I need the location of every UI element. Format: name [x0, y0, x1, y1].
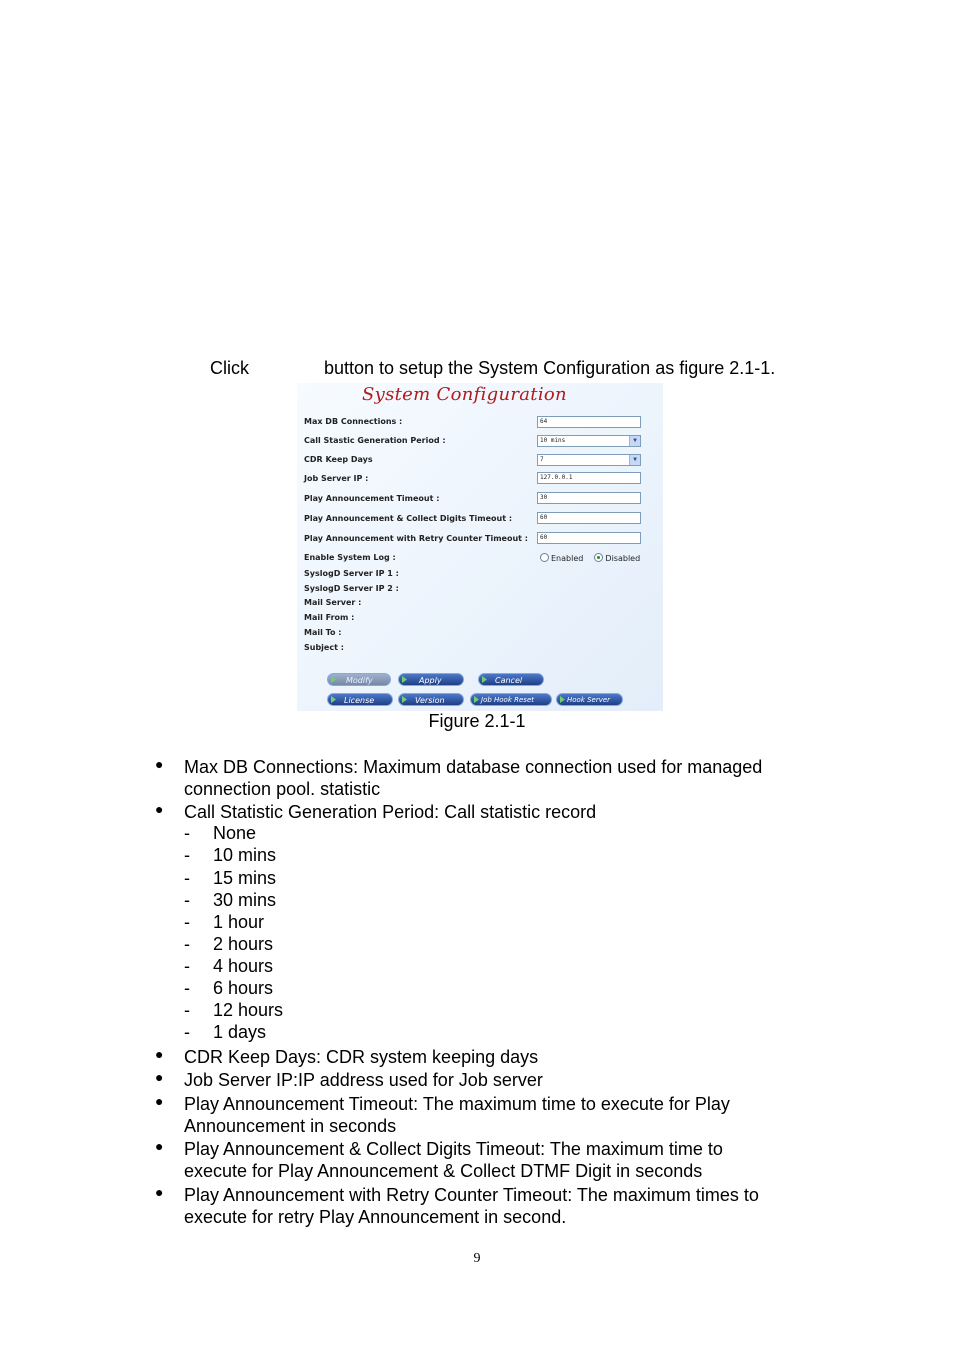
- system-log-radio-group: [540, 553, 640, 563]
- field-label-cdr-days: CDR Keep Days: [304, 455, 373, 464]
- bullet-icon: ●: [155, 1093, 164, 1109]
- period-option: 1 days: [213, 1022, 267, 1042]
- hook-server-button-label: Hook Server: [567, 696, 611, 704]
- collect-timeout-input[interactable]: 60: [537, 512, 641, 524]
- intro-click-text: Click: [210, 358, 249, 378]
- period-option: 30 mins: [213, 890, 277, 910]
- cdr-days-value: 7: [540, 456, 544, 463]
- field-label-collect-timeout: Play Announcement & Collect Digits Timeout :: [304, 514, 513, 523]
- retry-timeout-input[interactable]: 60: [537, 532, 641, 544]
- hook-server-button[interactable]: [556, 693, 623, 706]
- intro-rest-text: button to setup the System Configuration as figure 2.1-1.: [324, 358, 776, 378]
- field-label-system-log: Enable System Log :: [304, 553, 396, 562]
- radio-disabled-label: Disabled: [605, 554, 641, 563]
- bullet-icon: ●: [155, 1184, 164, 1200]
- apply-button[interactable]: [398, 673, 464, 686]
- radio-enabled[interactable]: [540, 553, 549, 562]
- arrow-icon: [482, 676, 487, 683]
- list-item-line: Play Announcement & Collect Digits Timeout: The maximum time to: [184, 1139, 723, 1159]
- field-label-retry-timeout: Play Announcement with Retry Counter Timeout :: [304, 534, 528, 543]
- max-db-input[interactable]: 64: [537, 416, 641, 428]
- page-number: 9: [473, 1251, 481, 1266]
- bullet-icon: ●: [155, 1138, 164, 1154]
- license-button[interactable]: [327, 693, 393, 706]
- bullet-icon: ●: [155, 1069, 164, 1085]
- cancel-button-label: Cancel: [495, 676, 523, 685]
- field-label-syslog-ip-1: SyslogD Server IP 1 :: [304, 569, 399, 578]
- radio-disabled[interactable]: [594, 553, 603, 562]
- field-label-max-db: Max DB Connections :: [304, 417, 403, 426]
- period-option: 10 mins: [213, 845, 277, 865]
- job-server-ip-input[interactable]: 127.0.0.1: [537, 472, 641, 484]
- list-item-line: Announcement in seconds: [184, 1116, 397, 1136]
- arrow-icon: [474, 696, 479, 703]
- arrow-icon: [402, 696, 407, 703]
- list-item-line: Call Statistic Generation Period: Call statistic record: [184, 802, 597, 822]
- list-item-line: connection pool. statistic: [184, 779, 381, 799]
- period-option: 6 hours: [213, 978, 274, 998]
- list-item-line: execute for Play Announcement & Collect DTMF Digit in seconds: [184, 1161, 703, 1181]
- field-label-call-period: Call Stastic Generation Period :: [304, 436, 446, 445]
- figure-caption: Figure 2.1-1: [428, 711, 526, 731]
- call-period-select[interactable]: [537, 435, 641, 447]
- modify-button[interactable]: [327, 673, 391, 686]
- bullet-icon: ●: [155, 1046, 164, 1062]
- screenshot-title: System Configuration: [362, 384, 567, 405]
- field-label-mail-to: Mail To :: [304, 628, 342, 637]
- arrow-icon: [331, 676, 336, 683]
- field-label-mail-from: Mail From :: [304, 613, 355, 622]
- field-label-job-server: Job Server IP :: [304, 474, 369, 483]
- period-option: 12 hours: [213, 1000, 284, 1020]
- job-hook-reset-button[interactable]: [470, 693, 552, 706]
- arrow-icon: [331, 696, 336, 703]
- field-label-syslog-ip-2: SyslogD Server IP 2 :: [304, 584, 399, 593]
- arrow-icon: [402, 676, 407, 683]
- call-period-value: 10 mins: [540, 437, 566, 444]
- version-button[interactable]: [398, 693, 464, 706]
- arrow-icon: [560, 696, 565, 703]
- bullet-icon: ●: [155, 756, 164, 772]
- period-option: 15 mins: [213, 868, 277, 888]
- list-item-line: Play Announcement with Retry Counter Timeout: The maximum times to: [184, 1185, 759, 1205]
- chevron-down-icon[interactable]: ▼: [629, 436, 640, 446]
- cancel-button[interactable]: [478, 673, 544, 686]
- list-item-line: Play Announcement Timeout: The maximum time to execute for Play: [184, 1094, 730, 1114]
- play-timeout-input[interactable]: 30: [537, 492, 641, 504]
- bullet-icon: ●: [155, 801, 164, 817]
- period-option: 2 hours: [213, 934, 274, 954]
- radio-enabled-label: Enabled: [551, 554, 584, 563]
- license-button-label: License: [344, 696, 375, 705]
- list-item-line: Job Server IP:IP address used for Job server: [184, 1070, 543, 1090]
- field-label-subject: Subject :: [304, 643, 344, 652]
- version-button-label: Version: [415, 696, 445, 705]
- field-label-play-timeout: Play Announcement Timeout :: [304, 494, 440, 503]
- apply-button-label: Apply: [419, 676, 442, 685]
- period-option: 1 hour: [213, 912, 265, 932]
- list-item-line: execute for retry Play Announcement in second.: [184, 1207, 567, 1227]
- field-label-mail-server: Mail Server :: [304, 598, 362, 607]
- cdr-days-select[interactable]: [537, 454, 641, 466]
- list-item-line: Max DB Connections: Maximum database connection used for managed: [184, 757, 763, 777]
- system-configuration-screenshot: [297, 383, 663, 711]
- period-option: None: [213, 823, 257, 843]
- modify-button-label: Modify: [346, 676, 373, 685]
- chevron-down-icon[interactable]: ▼: [629, 455, 640, 465]
- job-hook-reset-button-label: Job Hook Reset: [481, 696, 534, 704]
- intro-line: [0, 358, 954, 382]
- period-option: 4 hours: [213, 956, 274, 976]
- list-item-line: CDR Keep Days: CDR system keeping days: [184, 1047, 539, 1067]
